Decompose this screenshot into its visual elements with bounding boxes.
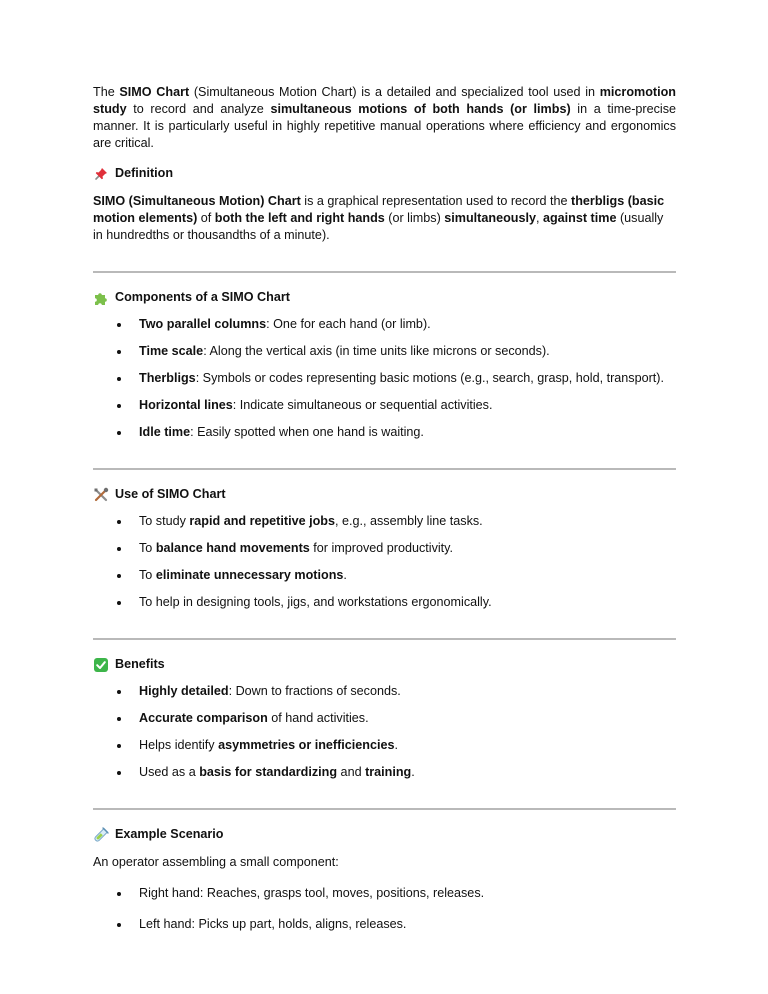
components-heading-text: Components of a SIMO Chart — [115, 290, 290, 304]
components-list — [93, 316, 676, 441]
definition-heading — [93, 165, 676, 182]
pushpin-icon — [93, 166, 109, 182]
benefits-heading-text: Benefits — [115, 657, 165, 671]
intro-paragraph: The SIMO Chart (Simultaneous Motion Chart) is a detailed and specialized tool used in micromotion study to record and analyze simultaneous motions of both hands (or limbs) in a time-precise manner. It is particularly useful in highly repetitive manual operations where efficiency and ergonomics are critical. — [93, 85, 676, 150]
list-item: Highly detailed: Down to fractions of seconds. — [93, 683, 676, 700]
section-divider — [93, 271, 676, 273]
list-item: Right hand: Reaches, grasps tool, moves, positions, releases. — [93, 885, 676, 902]
puzzle-piece-icon — [93, 290, 109, 306]
list-item: Left hand: Picks up part, holds, aligns, releases. — [93, 916, 676, 933]
components-heading — [93, 289, 676, 306]
list-item: To study rapid and repetitive jobs, e.g., assembly line tasks. — [93, 513, 676, 530]
list-item: Idle time: Easily spotted when one hand is waiting. — [93, 424, 676, 441]
document-body — [93, 84, 676, 933]
list-item: Helps identify asymmetries or inefficiencies. — [93, 737, 676, 754]
use-list — [93, 513, 676, 611]
example-heading-text: Example Scenario — [115, 827, 224, 841]
use-heading-text: Use of SIMO Chart — [115, 487, 226, 501]
benefits-heading — [93, 656, 676, 673]
check-mark-button-icon — [93, 657, 109, 673]
list-item: To help in designing tools, jigs, and workstations ergonomically. — [93, 594, 676, 611]
list-item: Two parallel columns: One for each hand (or limb). — [93, 316, 676, 333]
example-lead: An operator assembling a small component: — [93, 855, 339, 869]
benefits-list — [93, 683, 676, 781]
list-item: To balance hand movements for improved productivity. — [93, 540, 676, 557]
definition-paragraph: SIMO (Simultaneous Motion) Chart is a graphical representation used to record the therbligs (basic motion elements) of both the left and right hands (or limbs) simultaneously, against time (usually in hundredths or thousandths of a minute). — [93, 194, 665, 242]
list-item: Therbligs: Symbols or codes representing basic motions (e.g., search, grasp, hold, transport). — [93, 370, 676, 387]
use-heading — [93, 486, 676, 503]
section-divider — [93, 638, 676, 640]
list-item: To eliminate unnecessary motions. — [93, 567, 676, 584]
tools-icon — [93, 487, 109, 503]
test-tube-icon — [93, 827, 109, 843]
list-item: Accurate comparison of hand activities. — [93, 710, 676, 727]
section-divider — [93, 808, 676, 810]
example-list — [93, 885, 676, 933]
example-heading — [93, 826, 676, 843]
list-item: Horizontal lines: Indicate simultaneous or sequential activities. — [93, 397, 676, 414]
section-divider — [93, 468, 676, 470]
list-item: Used as a basis for standardizing and training. — [93, 764, 676, 781]
definition-heading-text: Definition — [115, 166, 174, 180]
list-item: Time scale: Along the vertical axis (in time units like microns or seconds). — [93, 343, 676, 360]
